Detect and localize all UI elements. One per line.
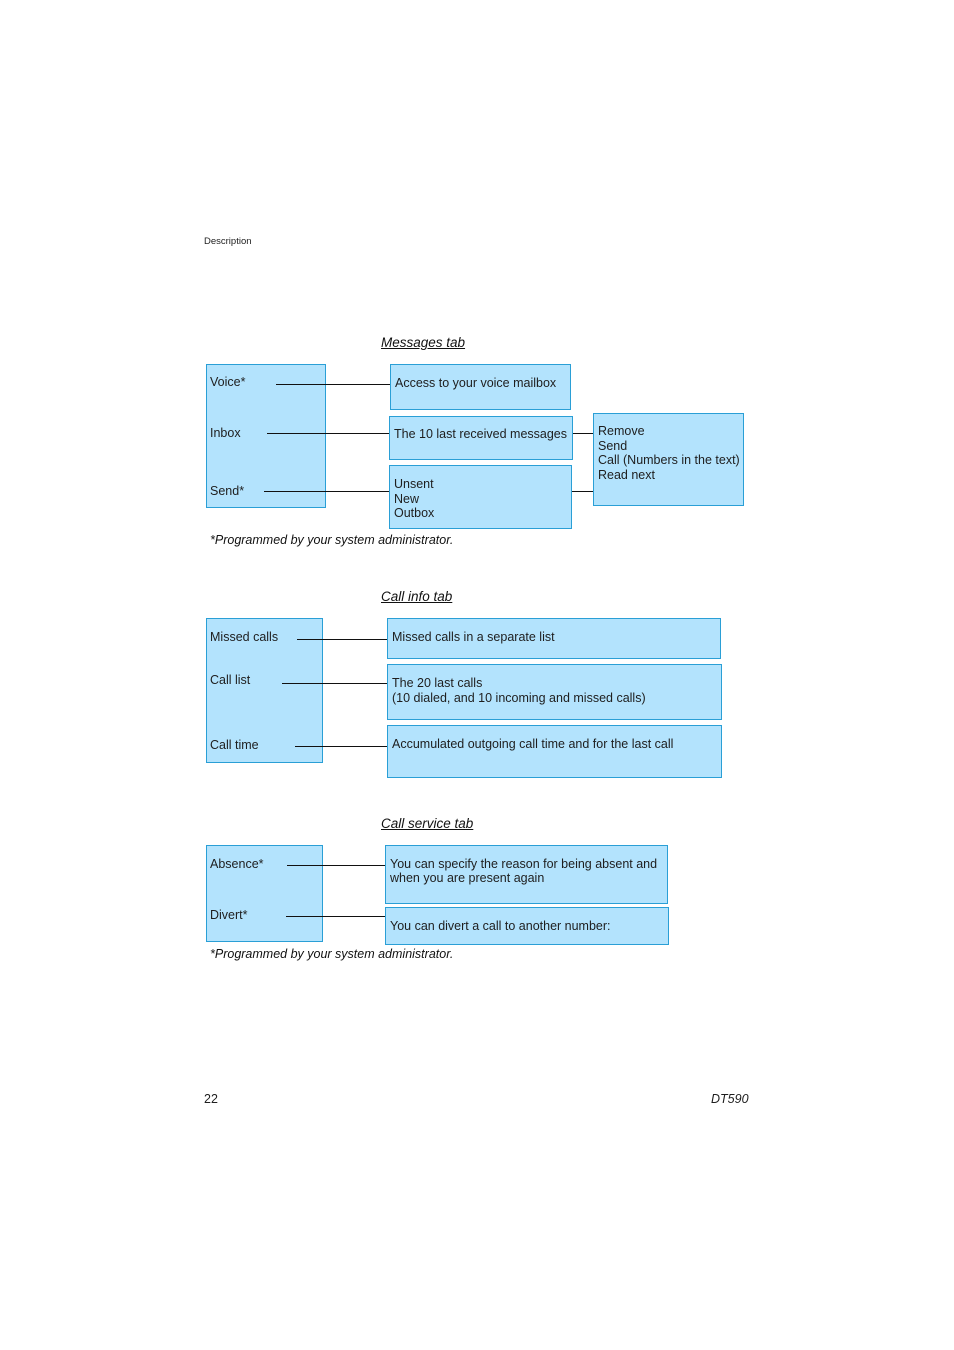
call-list-desc-line1: The 20 last calls [392,676,483,690]
connector-voice [276,384,390,385]
call-time-desc-box [387,725,722,778]
inbox-option-call: Call (Numbers in the text) [598,453,740,467]
menu-item-absence: Absence* [210,857,264,871]
messages-tab-title: Messages tab [381,335,466,350]
connector-inbox [267,433,389,434]
menu-item-send: Send* [210,484,245,498]
absence-desc-line2: when you are present again [390,871,545,885]
inbox-option-send: Send [598,438,628,453]
inbox-option-read-next: Read next [598,467,655,482]
connector-divert [286,916,385,917]
menu-item-divert: Divert* [210,908,248,922]
menu-item-missed-calls: Missed calls [210,630,279,644]
connector-call-list [282,683,387,684]
model-name: DT590 [711,1092,749,1106]
call-list-desc-line2: (10 dialed, and 10 incoming and missed calls) [392,691,646,705]
send-option-new: New [394,491,420,506]
menu-item-voice: Voice* [210,375,246,389]
divert-desc: You can divert a call to another number: [390,919,611,933]
inbox-option-remove: Remove [598,424,645,438]
connector-call-time [295,746,387,747]
connector-inbox-options [573,433,593,434]
connector-send-options [572,491,593,492]
call-service-tab-title: Call service tab [381,816,474,831]
voice-desc: Access to your voice mailbox [395,376,557,390]
inbox-desc: The 10 last received messages [394,427,568,441]
menu-item-inbox: Inbox [210,426,241,440]
call-time-desc: Accumulated outgoing call time and for the last call [392,737,674,751]
send-option-outbox: Outbox [394,506,435,520]
menu-item-call-list: Call list [210,673,251,687]
page-number: 22 [204,1092,218,1106]
call-service-footnote: *Programmed by your system administrator. [210,947,454,961]
messages-footnote: *Programmed by your system administrator. [210,533,454,547]
send-option-unsent: Unsent [394,477,434,491]
inbox-options-list [598,424,740,482]
missed-desc: Missed calls in a separate list [392,630,555,644]
connector-absence [287,865,385,866]
absence-desc-line1: You can specify the reason for being absent and [390,857,658,871]
connector-send [264,491,389,492]
section-header: Description [204,236,252,247]
send-options-list [394,477,434,521]
connector-missed-calls [297,639,387,640]
call-info-tab-title: Call info tab [381,589,453,604]
menu-item-call-time: Call time [210,738,259,752]
